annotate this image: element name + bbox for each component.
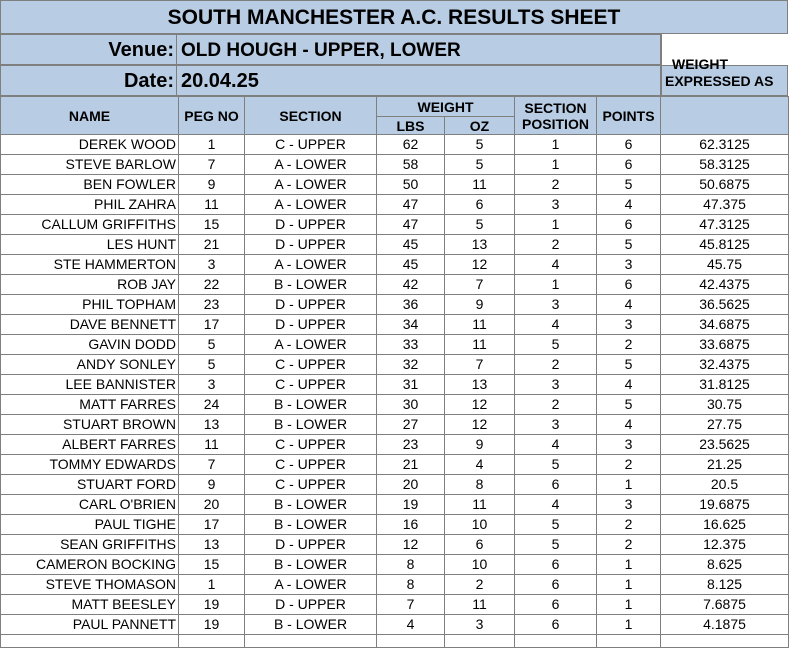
weight-expressed-cell[interactable]: 32.4375 <box>661 355 789 375</box>
oz-cell[interactable]: 11 <box>445 175 515 195</box>
points-cell[interactable]: 6 <box>597 155 661 175</box>
oz-cell[interactable]: 11 <box>445 315 515 335</box>
venue-row <box>0 34 662 65</box>
table-row <box>1 575 789 595</box>
section-cell[interactable]: A - LOWER <box>245 175 377 195</box>
empty-cell[interactable] <box>377 635 445 648</box>
table-row <box>1 415 789 435</box>
weight-expressed-cell[interactable]: 33.6875 <box>661 335 789 355</box>
table-row <box>1 495 789 515</box>
expressed-as-label: EXPRESSED AS <box>665 73 774 89</box>
name-cell[interactable]: MATT FARRES <box>1 395 179 415</box>
peg-cell[interactable]: 19 <box>179 595 245 615</box>
peg-cell[interactable]: 15 <box>179 555 245 575</box>
section-position-cell[interactable]: 5 <box>515 535 597 555</box>
weight-expressed-cell[interactable]: 27.75 <box>661 415 789 435</box>
lbs-cell[interactable]: 23 <box>377 435 445 455</box>
points-cell[interactable]: 5 <box>597 235 661 255</box>
weight-expressed-cell[interactable]: 30.75 <box>661 395 789 415</box>
section-cell[interactable]: D - UPPER <box>245 235 377 255</box>
table-row <box>1 155 789 175</box>
name-cell[interactable]: PAUL TIGHE <box>1 515 179 535</box>
weight-expressed-cell[interactable]: 8.125 <box>661 575 789 595</box>
peg-cell[interactable]: 5 <box>179 335 245 355</box>
section-position-cell[interactable]: 3 <box>515 195 597 215</box>
empty-cell[interactable] <box>245 635 377 648</box>
lbs-cell[interactable]: 33 <box>377 335 445 355</box>
table-row <box>1 195 789 215</box>
weight-expressed-cell[interactable]: 16.625 <box>661 515 789 535</box>
peg-cell[interactable]: 21 <box>179 235 245 255</box>
weight-expressed-cell[interactable]: 50.6875 <box>661 175 789 195</box>
section-cell[interactable]: C - UPPER <box>245 355 377 375</box>
section-position-cell[interactable]: 5 <box>515 335 597 355</box>
weight-cut-label: WEIGHT <box>672 56 728 72</box>
weight-expressed-cell[interactable]: 21.25 <box>661 455 789 475</box>
lbs-cell[interactable]: 20 <box>377 475 445 495</box>
table-row <box>1 255 789 275</box>
name-cell[interactable]: ALBERT FARRES <box>1 435 179 455</box>
weight-expressed-cell[interactable]: 20.5 <box>661 475 789 495</box>
oz-cell[interactable]: 11 <box>445 495 515 515</box>
oz-cell[interactable]: 6 <box>445 195 515 215</box>
weight-expressed-cell[interactable]: 31.8125 <box>661 375 789 395</box>
lbs-cell[interactable]: 31 <box>377 375 445 395</box>
weight-expressed-cell[interactable]: 45.75 <box>661 255 789 275</box>
name-cell[interactable]: MATT BEESLEY <box>1 595 179 615</box>
section-cell[interactable]: B - LOWER <box>245 395 377 415</box>
points-cell[interactable]: 5 <box>597 395 661 415</box>
weight-expressed-cell[interactable]: 19.6875 <box>661 495 789 515</box>
points-cell[interactable]: 1 <box>597 595 661 615</box>
section-position-cell[interactable]: 2 <box>515 175 597 195</box>
table-row <box>1 395 789 415</box>
points-cell[interactable]: 1 <box>597 575 661 595</box>
table-row <box>1 295 789 315</box>
oz-cell[interactable]: 12 <box>445 255 515 275</box>
name-cell[interactable]: LEE BANNISTER <box>1 375 179 395</box>
oz-cell[interactable]: 7 <box>445 275 515 295</box>
name-cell[interactable]: LES HUNT <box>1 235 179 255</box>
section-position-cell[interactable]: 4 <box>515 495 597 515</box>
oz-cell[interactable]: 13 <box>445 235 515 255</box>
section-cell[interactable]: A - LOWER <box>245 335 377 355</box>
weight-expressed-cell[interactable]: 12.375 <box>661 535 789 555</box>
peg-cell[interactable]: 17 <box>179 315 245 335</box>
section-cell[interactable]: C - UPPER <box>245 475 377 495</box>
table-row <box>1 615 789 635</box>
oz-cell[interactable]: 12 <box>445 395 515 415</box>
weight-expressed-header <box>662 56 788 96</box>
name-cell[interactable]: TOMMY EDWARDS <box>1 455 179 475</box>
peg-cell[interactable]: 3 <box>179 255 245 275</box>
header-section-position[interactable]: SECTION POSITION <box>515 97 597 135</box>
empty-cell[interactable] <box>179 635 245 648</box>
points-cell[interactable]: 6 <box>597 275 661 295</box>
section-position-cell[interactable]: 1 <box>515 155 597 175</box>
section-cell[interactable]: B - LOWER <box>245 275 377 295</box>
peg-cell[interactable]: 11 <box>179 195 245 215</box>
header-weight-expressed[interactable] <box>661 97 789 135</box>
lbs-cell[interactable]: 7 <box>377 595 445 615</box>
oz-cell[interactable]: 8 <box>445 475 515 495</box>
points-cell[interactable]: 6 <box>597 215 661 235</box>
empty-row <box>1 635 789 648</box>
weight-expressed-cell[interactable]: 62.3125 <box>661 135 789 155</box>
weight-expressed-cell[interactable]: 47.375 <box>661 195 789 215</box>
oz-cell[interactable]: 5 <box>445 215 515 235</box>
header-section[interactable]: SECTION <box>245 97 377 135</box>
table-row <box>1 515 789 535</box>
peg-cell[interactable]: 9 <box>179 175 245 195</box>
oz-cell[interactable]: 11 <box>445 595 515 615</box>
name-cell[interactable]: PHIL TOPHAM <box>1 295 179 315</box>
header-oz[interactable]: OZ <box>445 117 515 135</box>
section-cell[interactable]: C - UPPER <box>245 455 377 475</box>
table-row <box>1 375 789 395</box>
oz-cell[interactable]: 6 <box>445 535 515 555</box>
section-cell[interactable]: A - LOWER <box>245 255 377 275</box>
points-cell[interactable]: 3 <box>597 315 661 335</box>
section-position-cell[interactable]: 5 <box>515 455 597 475</box>
peg-cell[interactable]: 1 <box>179 575 245 595</box>
lbs-cell[interactable]: 19 <box>377 495 445 515</box>
sheet-title: SOUTH MANCHESTER A.C. RESULTS SHEET <box>0 0 788 34</box>
header-name[interactable]: NAME <box>1 97 179 135</box>
date-row <box>0 65 662 96</box>
lbs-cell[interactable]: 58 <box>377 155 445 175</box>
lbs-cell[interactable]: 12 <box>377 535 445 555</box>
peg-cell[interactable]: 19 <box>179 615 245 635</box>
table-row <box>1 235 789 255</box>
lbs-cell[interactable]: 4 <box>377 615 445 635</box>
section-position-cell[interactable]: 1 <box>515 135 597 155</box>
weight-expressed-cell[interactable]: 34.6875 <box>661 315 789 335</box>
section-position-cell[interactable]: 4 <box>515 315 597 335</box>
name-cell[interactable]: STUART FORD <box>1 475 179 495</box>
points-cell[interactable]: 1 <box>597 615 661 635</box>
table-row <box>1 595 789 615</box>
table-row <box>1 315 789 335</box>
points-cell[interactable]: 1 <box>597 475 661 495</box>
oz-cell[interactable]: 7 <box>445 355 515 375</box>
name-cell[interactable]: STUART BROWN <box>1 415 179 435</box>
header-peg[interactable]: PEG NO <box>179 97 245 135</box>
peg-cell[interactable]: 7 <box>179 155 245 175</box>
header-weight[interactable]: WEIGHT <box>377 97 515 117</box>
section-position-cell[interactable]: 6 <box>515 575 597 595</box>
weight-expressed-cell[interactable]: 42.4375 <box>661 275 789 295</box>
table-row <box>1 275 789 295</box>
section-cell[interactable]: A - LOWER <box>245 575 377 595</box>
points-cell[interactable]: 4 <box>597 415 661 435</box>
table-row <box>1 175 789 195</box>
table-row <box>1 355 789 375</box>
table-row <box>1 535 789 555</box>
name-cell[interactable]: STEVE BARLOW <box>1 155 179 175</box>
lbs-cell[interactable]: 62 <box>377 135 445 155</box>
weight-expressed-cell[interactable]: 4.1875 <box>661 615 789 635</box>
lbs-cell[interactable]: 30 <box>377 395 445 415</box>
section-cell[interactable]: B - LOWER <box>245 415 377 435</box>
empty-cell[interactable] <box>515 635 597 648</box>
lbs-cell[interactable]: 34 <box>377 315 445 335</box>
oz-cell[interactable]: 9 <box>445 435 515 455</box>
points-cell[interactable]: 3 <box>597 495 661 515</box>
table-row <box>1 215 789 235</box>
peg-cell[interactable]: 3 <box>179 375 245 395</box>
section-position-cell[interactable]: 4 <box>515 435 597 455</box>
section-position-cell[interactable]: 3 <box>515 415 597 435</box>
date-label: Date: <box>1 66 177 95</box>
section-cell[interactable]: D - UPPER <box>245 295 377 315</box>
lbs-cell[interactable]: 8 <box>377 555 445 575</box>
peg-cell[interactable]: 13 <box>179 415 245 435</box>
oz-cell[interactable]: 12 <box>445 415 515 435</box>
oz-cell[interactable]: 13 <box>445 375 515 395</box>
oz-cell[interactable]: 11 <box>445 335 515 355</box>
section-position-cell[interactable]: 2 <box>515 395 597 415</box>
peg-cell[interactable]: 5 <box>179 355 245 375</box>
weight-expressed-cell[interactable]: 8.625 <box>661 555 789 575</box>
date-value[interactable]: 20.04.25 <box>181 70 259 92</box>
points-cell[interactable]: 4 <box>597 195 661 215</box>
oz-cell[interactable]: 2 <box>445 575 515 595</box>
table-row <box>1 555 789 575</box>
name-cell[interactable]: CAMERON BOCKING <box>1 555 179 575</box>
name-cell[interactable]: CARL O'BRIEN <box>1 495 179 515</box>
peg-cell[interactable]: 13 <box>179 535 245 555</box>
empty-cell[interactable] <box>597 635 661 648</box>
oz-cell[interactable]: 10 <box>445 555 515 575</box>
oz-cell[interactable]: 10 <box>445 515 515 535</box>
section-cell[interactable]: D - UPPER <box>245 535 377 555</box>
section-position-cell[interactable]: 5 <box>515 515 597 535</box>
name-cell[interactable]: GAVIN DODD <box>1 335 179 355</box>
peg-cell[interactable]: 11 <box>179 435 245 455</box>
section-position-cell[interactable]: 3 <box>515 375 597 395</box>
section-cell[interactable]: C - UPPER <box>245 435 377 455</box>
empty-cell[interactable] <box>1 635 179 648</box>
empty-cell[interactable] <box>661 635 789 648</box>
weight-expressed-cell[interactable]: 7.6875 <box>661 595 789 615</box>
lbs-cell[interactable]: 50 <box>377 175 445 195</box>
lbs-cell[interactable]: 32 <box>377 355 445 375</box>
results-body <box>1 135 789 648</box>
name-cell[interactable]: DEREK WOOD <box>1 135 179 155</box>
points-cell[interactable]: 4 <box>597 295 661 315</box>
points-cell[interactable]: 2 <box>597 515 661 535</box>
section-cell[interactable]: D - UPPER <box>245 315 377 335</box>
points-cell[interactable]: 5 <box>597 175 661 195</box>
lbs-cell[interactable]: 27 <box>377 415 445 435</box>
points-cell[interactable]: 1 <box>597 555 661 575</box>
name-cell[interactable]: CALLUM GRIFFITHS <box>1 215 179 235</box>
lbs-cell[interactable]: 36 <box>377 295 445 315</box>
results-table <box>0 96 789 648</box>
peg-cell[interactable]: 1 <box>179 135 245 155</box>
peg-cell[interactable]: 23 <box>179 295 245 315</box>
empty-cell[interactable] <box>445 635 515 648</box>
section-cell[interactable]: D - UPPER <box>245 215 377 235</box>
section-cell[interactable]: B - LOWER <box>245 495 377 515</box>
peg-cell[interactable]: 15 <box>179 215 245 235</box>
peg-cell[interactable]: 22 <box>179 275 245 295</box>
section-position-cell[interactable]: 1 <box>515 275 597 295</box>
lbs-cell[interactable]: 16 <box>377 515 445 535</box>
header-points[interactable]: POINTS <box>597 97 661 135</box>
name-cell[interactable]: ANDY SONLEY <box>1 355 179 375</box>
section-cell[interactable]: C - UPPER <box>245 375 377 395</box>
lbs-cell[interactable]: 45 <box>377 255 445 275</box>
points-cell[interactable]: 2 <box>597 455 661 475</box>
weight-expressed-cell[interactable]: 45.8125 <box>661 235 789 255</box>
points-cell[interactable]: 2 <box>597 535 661 555</box>
oz-cell[interactable]: 4 <box>445 455 515 475</box>
points-cell[interactable]: 4 <box>597 375 661 395</box>
section-cell[interactable]: A - LOWER <box>245 155 377 175</box>
section-position-cell[interactable]: 6 <box>515 475 597 495</box>
lbs-cell[interactable]: 21 <box>377 455 445 475</box>
venue-label: Venue: <box>1 35 177 64</box>
peg-cell[interactable]: 17 <box>179 515 245 535</box>
section-position-cell[interactable]: 3 <box>515 295 597 315</box>
section-position-cell[interactable]: 1 <box>515 215 597 235</box>
peg-cell[interactable]: 24 <box>179 395 245 415</box>
name-cell[interactable]: PAUL PANNETT <box>1 615 179 635</box>
section-cell[interactable]: B - LOWER <box>245 615 377 635</box>
lbs-cell[interactable]: 8 <box>377 575 445 595</box>
table-row <box>1 135 789 155</box>
name-cell[interactable]: PHIL ZAHRA <box>1 195 179 215</box>
section-cell[interactable]: B - LOWER <box>245 555 377 575</box>
name-cell[interactable]: SEAN GRIFFITHS <box>1 535 179 555</box>
weight-expressed-cell[interactable]: 47.3125 <box>661 215 789 235</box>
points-cell[interactable]: 2 <box>597 335 661 355</box>
oz-cell[interactable]: 9 <box>445 295 515 315</box>
table-row <box>1 335 789 355</box>
peg-cell[interactable]: 7 <box>179 455 245 475</box>
points-cell[interactable]: 5 <box>597 355 661 375</box>
section-position-cell[interactable]: 2 <box>515 355 597 375</box>
lbs-cell[interactable]: 45 <box>377 235 445 255</box>
points-cell[interactable]: 3 <box>597 255 661 275</box>
section-cell[interactable]: D - UPPER <box>245 595 377 615</box>
points-cell[interactable]: 6 <box>597 135 661 155</box>
name-cell[interactable]: BEN FOWLER <box>1 175 179 195</box>
section-cell[interactable]: C - UPPER <box>245 135 377 155</box>
section-position-cell[interactable]: 2 <box>515 235 597 255</box>
lbs-cell[interactable]: 47 <box>377 215 445 235</box>
table-row <box>1 455 789 475</box>
lbs-cell[interactable]: 47 <box>377 195 445 215</box>
weight-expressed-cell[interactable]: 36.5625 <box>661 295 789 315</box>
name-cell[interactable]: STEVE THOMASON <box>1 575 179 595</box>
header-lbs[interactable]: LBS <box>377 117 445 135</box>
name-cell[interactable]: STE HAMMERTON <box>1 255 179 275</box>
oz-cell[interactable]: 3 <box>445 615 515 635</box>
peg-cell[interactable]: 20 <box>179 495 245 515</box>
venue-value[interactable]: OLD HOUGH - UPPER, LOWER <box>181 40 461 61</box>
points-cell[interactable]: 3 <box>597 435 661 455</box>
table-row <box>1 475 789 495</box>
weight-expressed-cell[interactable]: 58.3125 <box>661 155 789 175</box>
table-row <box>1 435 789 455</box>
section-position-cell[interactable]: 6 <box>515 615 597 635</box>
weight-expressed-cell[interactable]: 23.5625 <box>661 435 789 455</box>
oz-cell[interactable]: 5 <box>445 155 515 175</box>
peg-cell[interactable]: 9 <box>179 475 245 495</box>
name-cell[interactable]: DAVE BENNETT <box>1 315 179 335</box>
name-cell[interactable]: ROB JAY <box>1 275 179 295</box>
section-position-cell[interactable]: 6 <box>515 555 597 575</box>
section-cell[interactable]: A - LOWER <box>245 195 377 215</box>
lbs-cell[interactable]: 42 <box>377 275 445 295</box>
oz-cell[interactable]: 5 <box>445 135 515 155</box>
section-position-cell[interactable]: 6 <box>515 595 597 615</box>
section-cell[interactable]: B - LOWER <box>245 515 377 535</box>
section-position-cell[interactable]: 4 <box>515 255 597 275</box>
